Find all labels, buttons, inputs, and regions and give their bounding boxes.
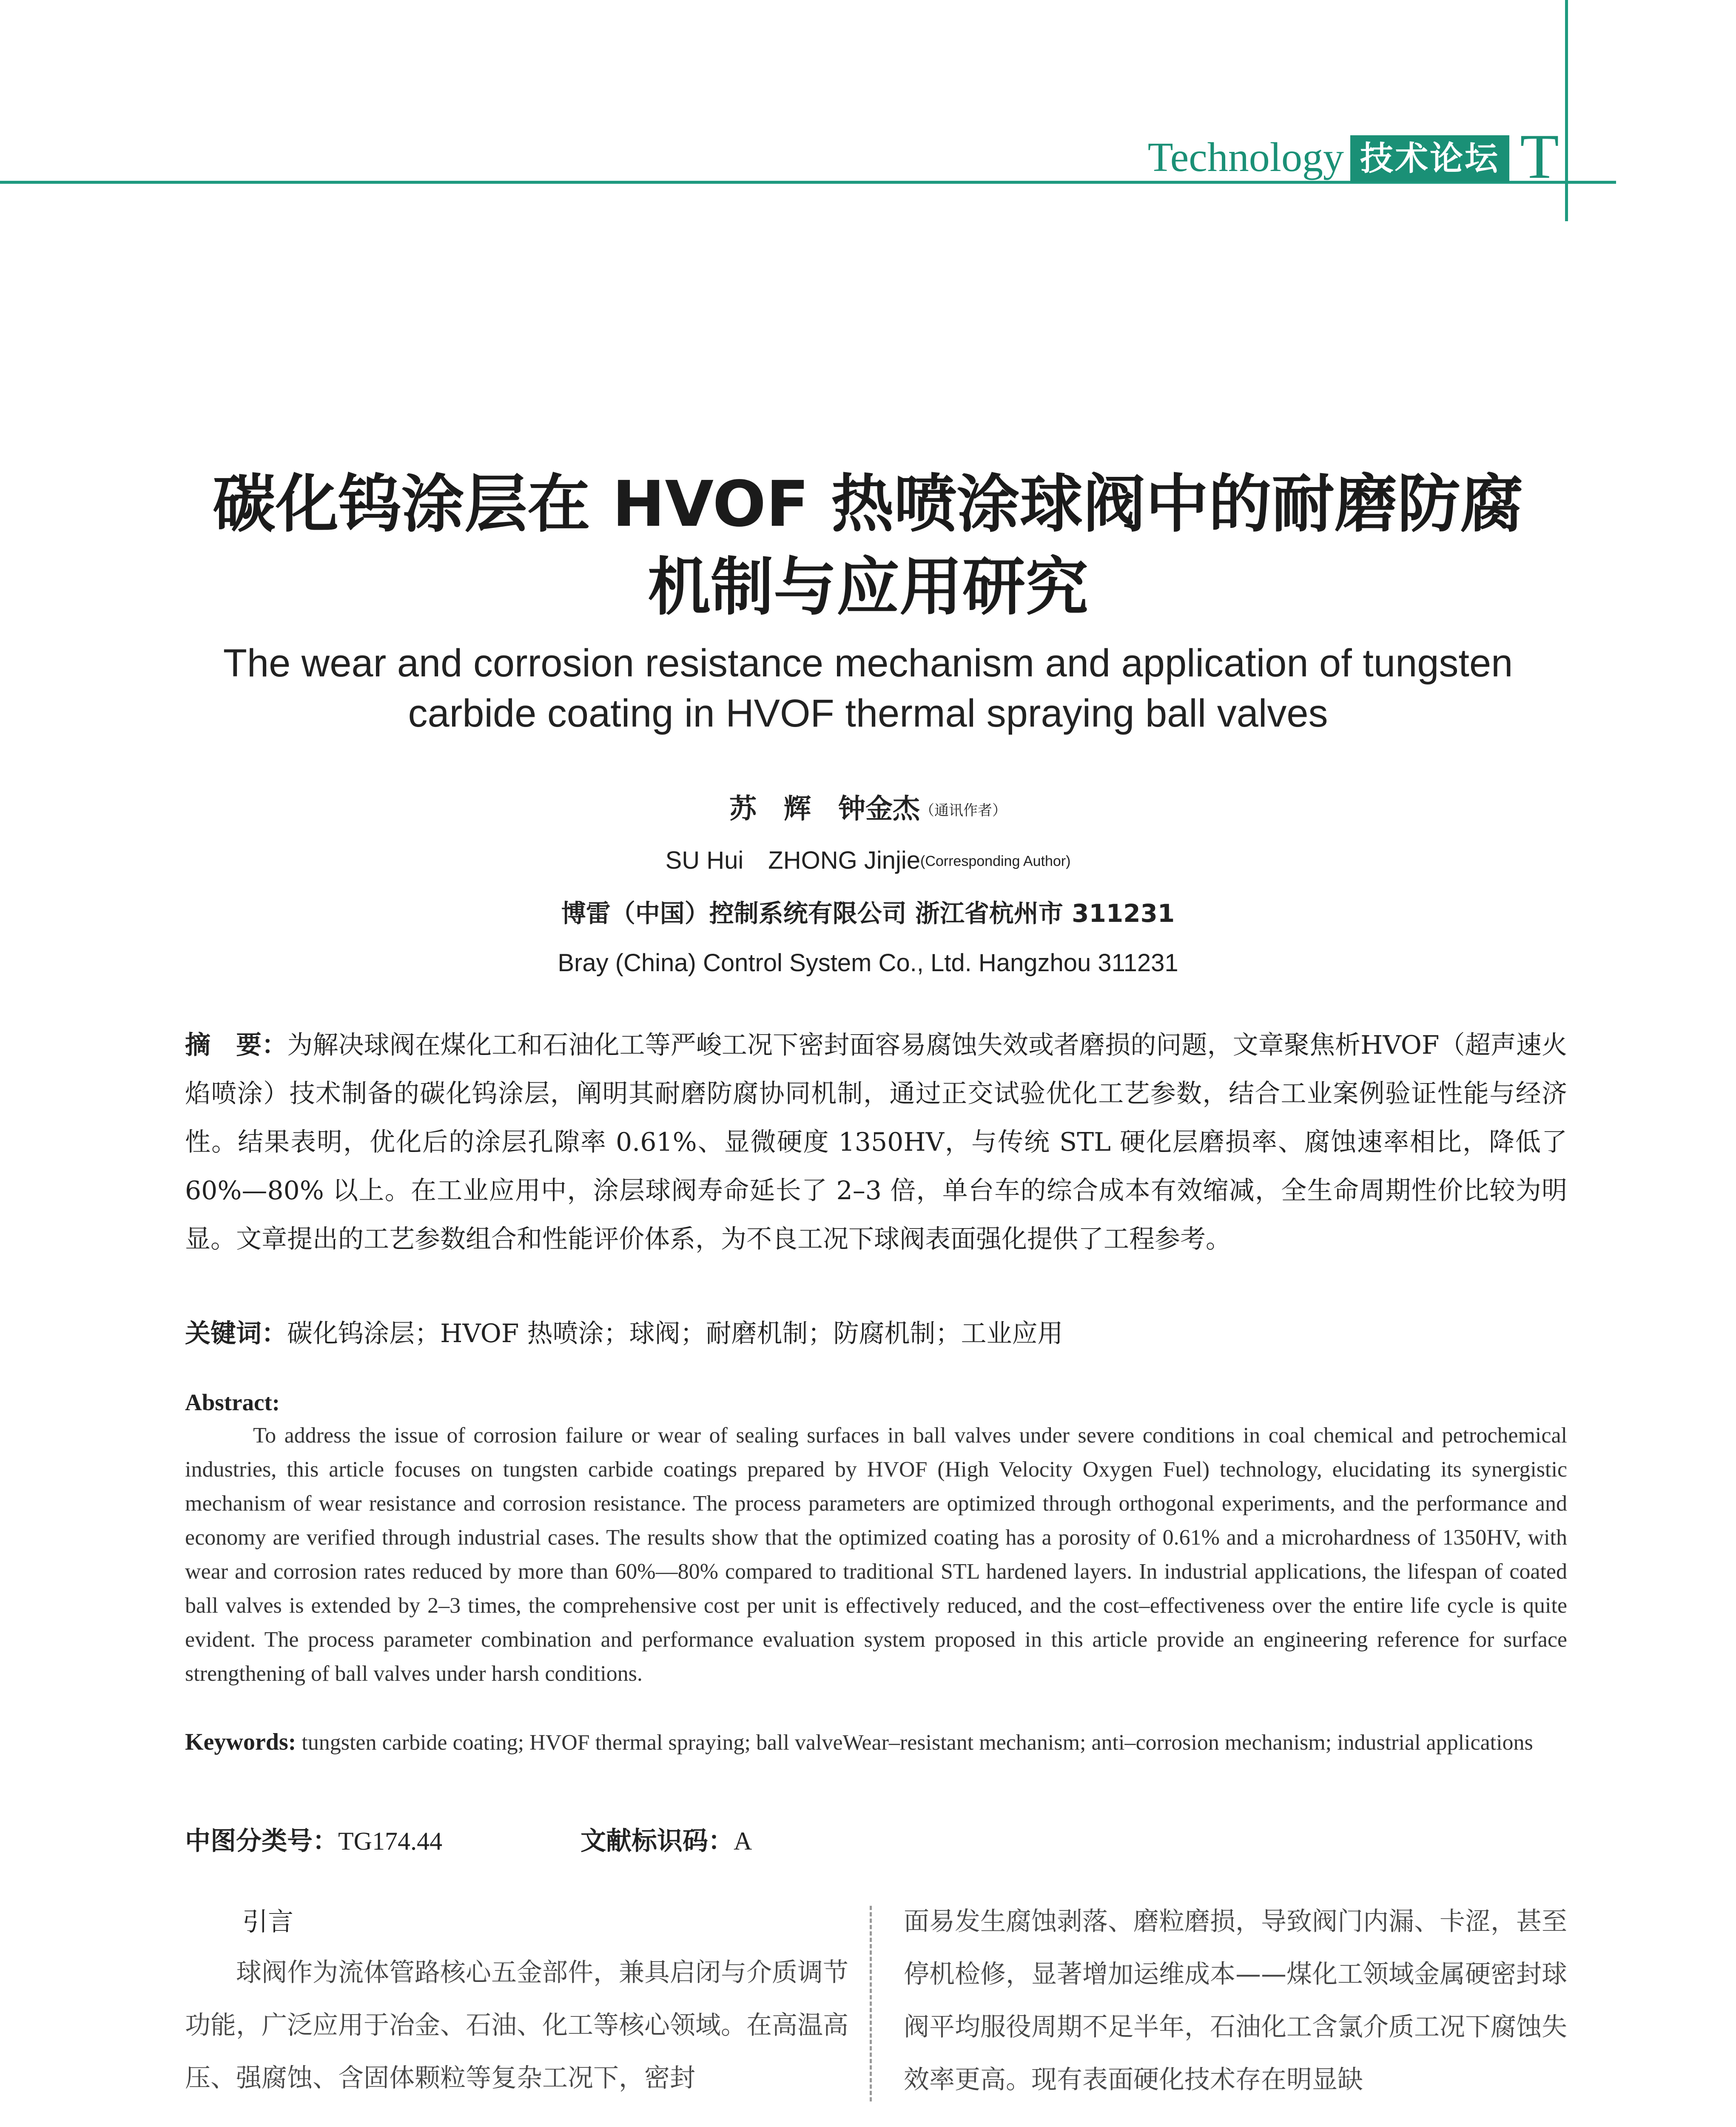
abstract-cn-text: 为解决球阀在煤化工和石油化工等严峻工况下密封面容易腐蚀失效或者磨损的问题，文章聚焦析HVOF（超声速火焰喷涂）技术制备的碳化钨涂层，阐明其耐磨防腐协同机制，通过正交试验优化工艺参数，结合工业案例验证性能与经济性。结果表明，优化后的涂层孔隙率 0.61%、显微硬度 1350HV，与传统 STL 硬化层磨损率、腐蚀速率相比，降低了 60%—80% 以上。在工业应用中，涂层球阀寿命延长了 2–3 倍，单台车的综合成本有效缩减，全生命周期性价比较为明显。文章提出的工艺参数组合和性能评价体系，为不良工况下球阀表面强化提供了工程参考。 bbox=[185, 1030, 1567, 1254]
document-code bbox=[581, 1821, 752, 1857]
clc-value: TG174.44 bbox=[338, 1827, 442, 1855]
body-left-column: 球阀作为流体管路核心五金部件，兼具启闭与介质调节功能，广泛应用于冶金、石油、化工等核心领域。在高温高压、强腐蚀、含固体颗粒等复杂工况下，密封 bbox=[185, 1958, 848, 2093]
clc-label: 中图分类号： bbox=[185, 1826, 338, 1856]
title-en-line2: carbide coating in HVOF thermal spraying ball valves bbox=[408, 692, 1328, 735]
affiliation-cn: 博雷（中国）控制系统有限公司 浙江省杭州市 311231 bbox=[561, 899, 1175, 928]
abstract-cn bbox=[185, 1021, 1567, 1263]
keywords-cn-text: 碳化钨涂层；HVOF 热喷涂；球阀；耐磨机制；防腐机制；工业应用 bbox=[287, 1319, 1063, 1349]
authors-en-row bbox=[128, 840, 1608, 876]
column-divider bbox=[870, 1906, 872, 2101]
authors-en-note: (Corresponding Author) bbox=[920, 853, 1071, 870]
authors-cn-row bbox=[128, 787, 1608, 826]
authors-cn-note: （通讯作者） bbox=[920, 802, 1007, 819]
header-vertical-rule bbox=[1565, 0, 1568, 221]
title-cn-line1: 碳化钨涂层在 HVOF 热喷涂球阀中的耐磨防腐 bbox=[213, 468, 1523, 541]
keywords-en-text: tungsten carbide coating; HVOF thermal spraying; ball valveWear–resistant mechanism; anti–corrosion mechanism; industrial applications bbox=[302, 1731, 1533, 1755]
header-section-letter: T bbox=[1520, 121, 1559, 192]
authors-cn: 苏 辉 钟金杰 bbox=[729, 793, 920, 825]
keywords-cn bbox=[185, 1314, 1567, 1353]
clc-code bbox=[185, 1821, 442, 1857]
title-en-line1: The wear and corrosion resistance mechanism and application of tungsten bbox=[223, 642, 1513, 685]
authors-en: SU Hui ZHONG Jinjie bbox=[665, 847, 920, 874]
abstract-en-text: To address the issue of corrosion failure or wear of sealing surfaces in ball valves under severe conditions in coal chemical and petrochemical industries, this article focuses on tungsten carbide coatings prepared by HVOF (High Velocity Oxygen Fuel) technology, elucidating its synergistic mechanism of wear resistance and corrosion resistance. The process parameters are optimized through orthogonal experiments, and the performance and economy are verified through industrial cases. The results show that the optimized coating has a porosity of 0.61% and a microhardness of 1350HV, with wear and corrosion rates reduced by more than 60%—80% compared to traditional STL hardened layers. In industrial applications, the lifespan of coated ball valves is extended by 2–3 times, the comprehensive cost per unit is effectively reduced, and the cost–effectiveness over the entire life cycle is quite evident. The process parameter combination and performance evaluation system proposed in this article provide an engineering reference for surface strengthening of ball valves under harsh conditions. bbox=[185, 1423, 1567, 1686]
keywords-cn-label: 关键词： bbox=[185, 1319, 287, 1349]
header-section-badge: 技术论坛 bbox=[1350, 135, 1509, 182]
affiliation-en: Bray (China) Control System Co., Ltd. Hangzhou 311231 bbox=[558, 949, 1178, 977]
doc-label: 文献标识码： bbox=[581, 1826, 734, 1856]
header-section-en: Technology bbox=[1147, 134, 1344, 180]
keywords-en-label: Keywords: bbox=[185, 1729, 296, 1755]
section-heading-intro: 引言 bbox=[242, 1907, 293, 1937]
abstract-en-label: Abstract: bbox=[185, 1389, 280, 1415]
title-cn-line2: 机制与应用研究 bbox=[648, 550, 1088, 624]
keywords-en bbox=[185, 1725, 1567, 1760]
doc-value: A bbox=[734, 1827, 752, 1855]
body-right-column: 面易发生腐蚀剥落、磨粒磨损，导致阀门内漏、卡涩，甚至停机检修，显著增加运维成本——煤化工领域金属硬密封球阀平均服役周期不足半年，石油化工含氯介质工况下腐蚀失效率更高。现有表面硬化技术存在明显缺 bbox=[904, 1907, 1567, 2095]
abstract-cn-label: 摘 要： bbox=[185, 1030, 287, 1060]
